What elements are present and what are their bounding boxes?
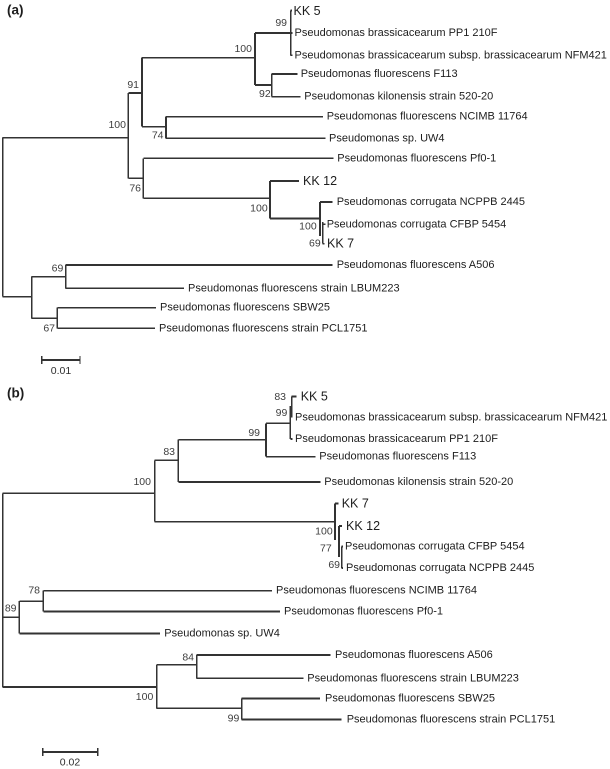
strain-label: KK 12 — [346, 519, 381, 533]
bootstrap-value: 84 — [182, 651, 194, 664]
taxon-label: Pseudomonas fluorescens A506 — [335, 649, 493, 661]
tree-panel-a — [3, 3, 607, 378]
bootstrap-value: 78 — [28, 584, 40, 597]
bootstrap-value: 100 — [234, 43, 252, 55]
bootstrap-value: 77 — [320, 542, 332, 555]
taxon-label: Pseudomonas fluorescens Pf0-1 — [284, 605, 443, 618]
panel-label-a: (a) — [7, 2, 24, 18]
bootstrap-value: 100 — [315, 525, 333, 538]
bootstrap-value: 83 — [163, 446, 175, 458]
taxon-label: Pseudomonas brassicacearum PP1 210F — [295, 433, 498, 445]
scale-bar-b — [43, 748, 98, 769]
bootstrap-value: 99 — [275, 407, 288, 419]
taxon-label: Pseudomonas fluorescens NCIMB 11764 — [326, 110, 528, 123]
taxon-label: Pseudomonas sp. UW4 — [164, 627, 280, 640]
taxon-label: Pseudomonas corrugata CFBP 5454 — [345, 540, 525, 553]
bootstrap-value: 76 — [129, 182, 141, 195]
bootstrap-value: 99 — [275, 17, 287, 29]
taxon-label: Pseudomonas fluorescens SBW25 — [160, 301, 330, 314]
panel-label-b: (b) — [7, 385, 25, 401]
taxon-label: Pseudomonas fluorescens strain LBUM223 — [307, 672, 519, 685]
taxon-label: Pseudomonas fluorescens strain PCL1751 — [159, 322, 368, 335]
taxon-label: Pseudomonas corrugata NCPPB 2445 — [346, 562, 535, 574]
taxon-label: Pseudomonas brassicacearum subsp. brassicacearum NFM421 — [294, 49, 607, 62]
bootstrap-value: 69 — [309, 237, 321, 250]
taxon-label: Pseudomonas fluorescens strain LBUM223 — [188, 282, 400, 295]
bootstrap-value: 100 — [133, 476, 151, 488]
scale-bar-a — [42, 356, 80, 377]
strain-label: KK 5 — [300, 389, 328, 404]
bootstrap-value: 99 — [227, 712, 240, 725]
bootstrap-value: 89 — [4, 602, 17, 615]
strain-label: KK 12 — [303, 174, 338, 188]
taxon-label: Pseudomonas brassicacearum PP1 210F — [294, 27, 498, 39]
bootstrap-value: 100 — [135, 691, 154, 703]
bootstrap-value: 67 — [43, 322, 55, 335]
bootstrap-value: 92 — [259, 88, 271, 100]
taxon-label: Pseudomonas fluorescens Pf0-1 — [337, 152, 497, 165]
bootstrap-value: 83 — [274, 391, 286, 403]
bootstrap-value: 74 — [151, 129, 164, 142]
strain-label: KK 7 — [327, 236, 355, 251]
taxon-label: Pseudomonas fluorescens A506 — [336, 259, 495, 271]
taxon-label: Pseudomonas kilonensis strain 520-20 — [304, 90, 494, 103]
bootstrap-value: 100 — [299, 220, 317, 233]
strain-label: KK 5 — [293, 4, 321, 18]
taxon-label: Pseudomonas fluorescens NCIMB 11764 — [276, 584, 477, 597]
bootstrap-value: 69 — [328, 559, 340, 571]
bootstrap-value: 91 — [127, 79, 139, 91]
scale-bar-label: 0.01 — [50, 365, 72, 377]
taxon-label: Pseudomonas fluorescens F113 — [319, 450, 477, 463]
taxon-label: Pseudomonas fluorescens F113 — [300, 68, 458, 80]
taxon-label: Pseudomonas fluorescens SBW25 — [325, 692, 495, 705]
bootstrap-value: 69 — [51, 262, 64, 275]
scale-bar-label: 0.02 — [59, 756, 81, 769]
taxon-label: Pseudomonas kilonensis strain 520-20 — [324, 476, 514, 488]
bootstrap-value: 100 — [250, 202, 268, 215]
tree-panel-b — [3, 386, 608, 769]
taxon-label: Pseudomonas corrugata NCPPB 2445 — [336, 196, 526, 208]
bootstrap-value: 99 — [248, 427, 260, 439]
strain-label: KK 7 — [341, 496, 369, 511]
taxon-label: Pseudomonas brassicacearum subsp. brassicacearum NFM421 — [295, 411, 608, 424]
taxon-label: Pseudomonas sp. UW4 — [329, 132, 445, 145]
taxon-label: Pseudomonas corrugata CFBP 5454 — [326, 218, 507, 231]
bootstrap-value: 100 — [108, 119, 126, 131]
taxon-label: Pseudomonas fluorescens strain PCL1751 — [346, 713, 556, 726]
